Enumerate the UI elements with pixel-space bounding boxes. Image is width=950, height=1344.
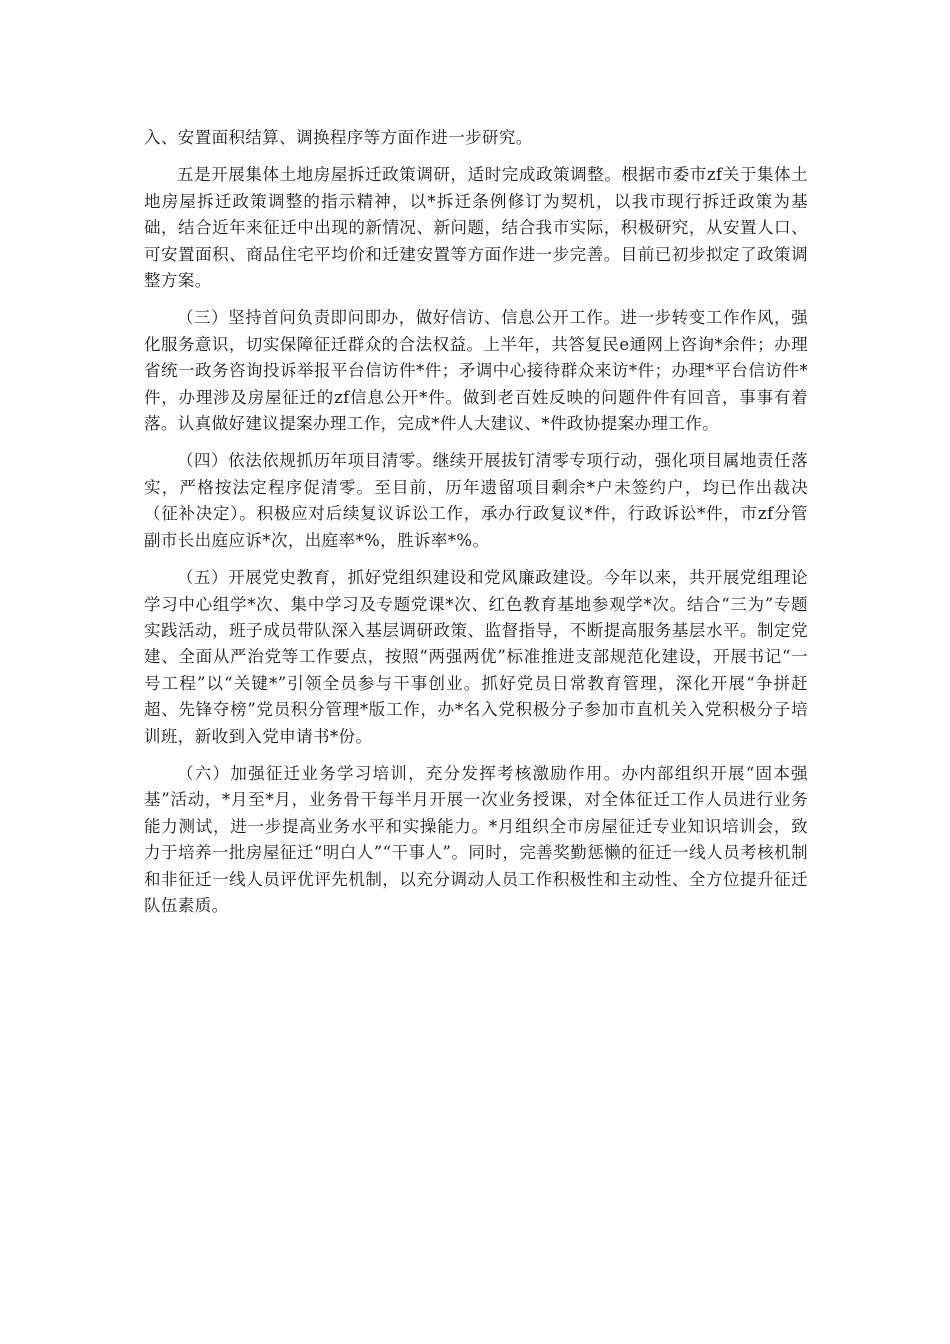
- paragraph-party-building: （五）开展党史教育，抓好党组织建设和党风廉政建设。今年以来，共开展党组理论学习中心组学*次、集中学习及专题党课*次、红色教育基地参观学*次。结合“三为”专题实践活动，班子成员带队深入基层调研政策、监督指导，不断提高服务基层水平。制定党建、全面从严治党等工作要点，按照“两强两优”标准推进支部规范化建设，开展书记“一号工程”以“关键*”引领全员参与干事创业。抓好党员日常教育管理，深化开展“争拼赶超、先锋夺榜”党员积分管理*版工作，办*名入党积极分子参加市直机关入党积极分子培训班，新收到入党申请书*份。: [144, 568, 808, 746]
- paragraph-training: （六）加强征迁业务学习培训，充分发挥考核激励作用。办内部组织开展“固本强基”活动，*月至*月，业务骨干每半月开展一次业务授课，对全体征迁工作人员进行业务能力测试，进一步提高业务水平和实操能力。*月组织全市房屋征迁专业知识培训会，致力于培养一批房屋征迁“明白人”“干事人”。同时，完善奖勤惩懒的征迁一线人员考核机制和非征迁一线人员评优评先机制，以充分调动人员工作积极性和主动性、全方位提升征迁队伍素质。: [144, 763, 808, 915]
- document-body: [144, 125, 808, 930]
- paragraph-policy-research: 五是开展集体土地房屋拆迁政策调研，适时完成政策调整。根据市委市zf关于集体土地房屋拆迁政策调整的指示精神，以*拆迁条例修订为契机，以我市现行拆迁政策为基础，结合近年来征迁中出现的新情况、新问题，结合我市实际，积极研究，从安置人口、可安置面积、商品住宅平均价和迁建安置等方面作进一步完善。目前已初步拟定了政策调整方案。: [144, 165, 808, 291]
- paragraph-continuation: 入、安置面积结算、调换程序等方面作进一步研究。: [144, 128, 533, 147]
- paragraph-petition-disclosure: （三）坚持首问负责即问即办，做好信访、信息公开工作。进一步转变工作作风，强化服务意识，切实保障征迁群众的合法权益。上半年，共答复民e通网上咨询*余件；办理省统一政务咨询投诉举报平台信访件*件；矛调中心接待群众来访*件；办理*平台信访件*件，办理涉及房屋征迁的zf信息公开*件。做到老百姓反映的问题件件有回音，事事有着落。认真做好建议提案办理工作，完成*件人大建议、*件政协提案办理工作。: [144, 308, 808, 434]
- paragraph-project-clearance: （四）依法依规抓历年项目清零。继续开展拔钉清零专项行动，强化项目属地责任落实，严格按法定程序促清零。至目前，历年遗留项目剩余*户未签约户，均已作出裁决（征补决定）。积极应对后续复议诉讼工作，承办行政复议*件，行政诉讼*件，市zf分管副市长出庭应诉*次，出庭率*%，胜诉率*%。: [144, 451, 808, 550]
